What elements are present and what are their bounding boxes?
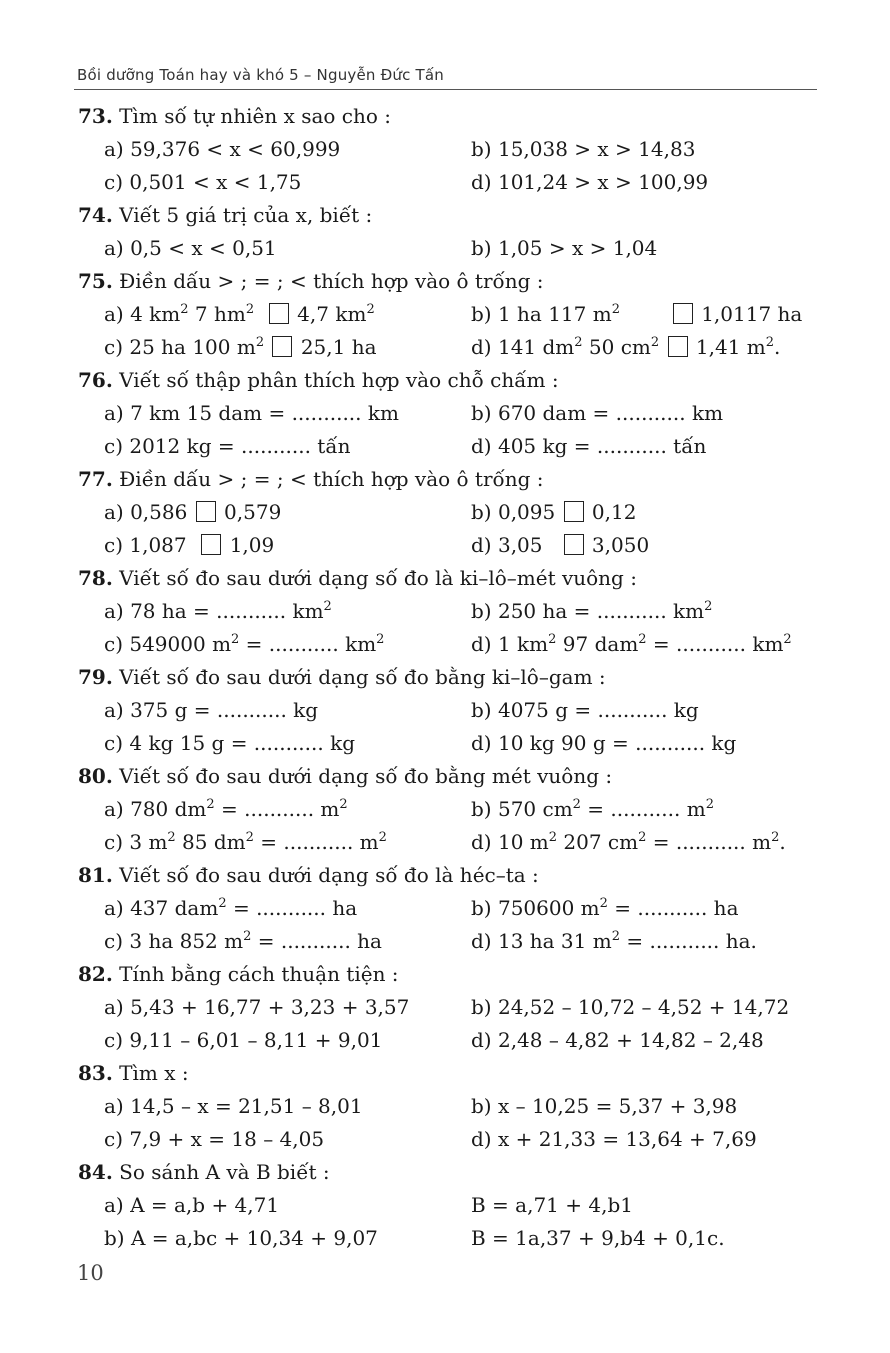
problem-number: 73. <box>78 104 113 128</box>
problem-row <box>78 166 808 199</box>
sub-question <box>104 1189 279 1222</box>
superscript: 2 <box>548 632 557 647</box>
sub-question <box>471 166 708 199</box>
text-segment: a) 4 km <box>104 302 181 326</box>
superscript: 2 <box>548 830 558 845</box>
text-segment: = ........... ha <box>251 929 382 953</box>
text-segment: a) 7 km 15 dam = ........... km <box>104 401 399 425</box>
text-segment: = ........... km <box>239 632 377 656</box>
sub-question <box>104 925 382 958</box>
sub-question <box>471 298 802 331</box>
sub-question <box>471 727 736 760</box>
exercise-list <box>78 100 808 1255</box>
problem-row <box>78 232 808 265</box>
answer-box[interactable] <box>201 534 221 555</box>
problem-row <box>78 1123 808 1156</box>
problem-number: 79. <box>78 665 113 689</box>
text-segment: c) 0,501 < x < 1,75 <box>104 170 302 194</box>
text-segment: 1,09 <box>223 533 275 557</box>
problem-statement: Viết số đo sau dưới dạng số đo là héc–ta : <box>112 863 539 887</box>
problem-statement: Điền dấu > ; = ; < thích hợp vào ô trống : <box>112 467 544 491</box>
problem-row <box>78 1189 808 1222</box>
sub-question <box>471 1024 764 1057</box>
text-segment: d) 13 ha 31 m <box>471 929 612 953</box>
problem-82 <box>78 958 808 1057</box>
superscript: 2 <box>339 797 348 812</box>
text-segment: = ........... ha. <box>619 929 757 953</box>
text-segment: = ........... ha <box>607 896 739 920</box>
text-segment: a) 0,586 <box>104 500 194 524</box>
sub-question <box>471 133 695 166</box>
text-segment: 7 hm <box>188 302 246 326</box>
answer-box[interactable] <box>668 336 688 357</box>
problem-row <box>78 595 808 628</box>
problem-number: 82. <box>78 962 113 986</box>
problem-number: 83. <box>78 1061 113 1085</box>
superscript: 2 <box>765 335 775 350</box>
text-segment: a) 14,5 – x = 21,51 – 8,01 <box>104 1094 363 1118</box>
problem-row <box>78 892 808 925</box>
sub-question <box>471 628 792 661</box>
text-segment: 0,12 <box>585 500 637 524</box>
superscript: 2 <box>323 599 332 614</box>
text-segment: b) 570 cm <box>471 797 573 821</box>
superscript: 2 <box>611 929 620 944</box>
sub-question <box>471 595 712 628</box>
text-segment: c) 3 ha 852 m <box>104 929 244 953</box>
text-segment: a) 59,376 < x < 60,999 <box>104 137 341 161</box>
superscript: 2 <box>704 599 713 614</box>
problem-row <box>78 1024 808 1057</box>
text-segment: d) 10 m <box>471 830 549 854</box>
problem-title <box>78 265 808 298</box>
answer-box[interactable] <box>564 534 584 555</box>
superscript: 2 <box>611 302 620 317</box>
text-segment: b) 4075 g = ........... kg <box>471 698 699 722</box>
sub-question <box>104 298 375 331</box>
problem-title <box>78 1156 808 1189</box>
superscript: 2 <box>231 632 240 647</box>
text-segment: a) A = a,b + 4,71 <box>104 1193 280 1217</box>
text-segment: B = a,71 + 4,b1 <box>471 1193 633 1217</box>
problem-title <box>78 859 808 892</box>
text-segment: d) x + 21,33 = 13,64 + 7,69 <box>471 1127 757 1151</box>
problem-75 <box>78 265 808 364</box>
sub-question <box>104 628 384 661</box>
problem-number: 78. <box>78 566 113 590</box>
text-segment: b) A = a,bc + 10,34 + 9,07 <box>104 1226 378 1250</box>
sub-question <box>104 991 409 1024</box>
text-segment: = ........... m <box>253 830 379 854</box>
text-segment: a) 780 dm <box>104 797 207 821</box>
problem-title <box>78 661 808 694</box>
superscript: 2 <box>243 929 252 944</box>
text-segment: c) 2012 kg = ........... tấn <box>104 434 351 458</box>
problem-78 <box>78 562 808 661</box>
problem-title <box>78 364 808 397</box>
sub-question <box>104 133 340 166</box>
problem-row <box>78 1222 808 1255</box>
text-segment: c) 9,11 – 6,01 – 8,11 + 9,01 <box>104 1028 383 1052</box>
problem-title <box>78 1057 808 1090</box>
header-rule <box>74 89 817 90</box>
problem-74 <box>78 199 808 265</box>
text-segment: b) 670 dam = ........... km <box>471 401 724 425</box>
superscript: 2 <box>572 797 581 812</box>
problem-row <box>78 727 808 760</box>
problem-number: 81. <box>78 863 113 887</box>
text-segment: b) x – 10,25 = 5,37 + 3,98 <box>471 1094 738 1118</box>
superscript: 2 <box>638 632 647 647</box>
sub-question <box>471 1189 633 1222</box>
text-segment: b) 1 ha 117 m <box>471 302 612 326</box>
sub-question <box>471 331 780 364</box>
answer-box[interactable] <box>196 501 216 522</box>
problem-84 <box>78 1156 808 1255</box>
problem-76 <box>78 364 808 463</box>
text-segment: 3,050 <box>585 533 650 557</box>
problem-statement: So sánh A và B biết : <box>112 1160 330 1184</box>
text-segment: = ........... m <box>580 797 706 821</box>
text-segment: 1,0117 ha <box>694 302 803 326</box>
text-segment: = ........... m <box>646 830 772 854</box>
text-segment: = ........... m <box>214 797 340 821</box>
problem-statement: Tìm số tự nhiên x sao cho : <box>112 104 392 128</box>
sub-question <box>104 595 332 628</box>
text-segment: c) 549000 m <box>104 632 232 656</box>
problem-statement: Tìm x : <box>112 1061 189 1085</box>
superscript: 2 <box>376 632 385 647</box>
sub-question <box>104 892 357 925</box>
problem-number: 74. <box>78 203 113 227</box>
text-segment: d) 3,05 <box>471 533 562 557</box>
sub-question <box>104 166 301 199</box>
text-segment: d) 405 kg = ........... tấn <box>471 434 707 458</box>
superscript: 2 <box>245 302 255 317</box>
problem-row <box>78 397 808 430</box>
sub-question <box>471 793 714 826</box>
superscript: 2 <box>218 896 227 911</box>
superscript: 2 <box>245 830 254 845</box>
text-segment: d) 10 kg 90 g = ........... kg <box>471 731 737 755</box>
superscript: 2 <box>705 797 714 812</box>
text-segment: 207 cm <box>557 830 639 854</box>
problem-row <box>78 529 808 562</box>
text-segment: c) 25 ha 100 m <box>104 335 256 359</box>
sub-question <box>104 1090 363 1123</box>
superscript: 2 <box>255 335 265 350</box>
sub-question <box>104 727 355 760</box>
answer-box[interactable] <box>269 303 289 324</box>
text-segment: 97 dam <box>556 632 639 656</box>
text-segment: a) 437 dam <box>104 896 219 920</box>
problem-statement: Viết số đo sau dưới dạng số đo bằng mét vuông : <box>112 764 613 788</box>
text-segment <box>264 335 270 359</box>
text-segment: = ........... ha <box>226 896 358 920</box>
text-segment: b) 15,038 > x > 14,83 <box>471 137 696 161</box>
text-segment: 25,1 ha <box>294 335 377 359</box>
sub-question <box>471 925 757 958</box>
problem-title <box>78 100 808 133</box>
problem-number: 80. <box>78 764 113 788</box>
problem-statement: Tính bằng cách thuận tiện : <box>112 962 399 986</box>
text-segment: c) 4 kg 15 g = ........... kg <box>104 731 356 755</box>
sub-question <box>104 1123 324 1156</box>
problem-number: 84. <box>78 1160 113 1184</box>
problem-title <box>78 463 808 496</box>
sub-question <box>104 529 274 562</box>
sub-question <box>104 793 348 826</box>
text-segment: b) 0,095 <box>471 500 562 524</box>
problem-row <box>78 430 808 463</box>
problem-83 <box>78 1057 808 1156</box>
text-segment: d) 1 km <box>471 632 549 656</box>
superscript: 2 <box>167 830 176 845</box>
superscript: 2 <box>650 335 660 350</box>
text-segment: b) 1,05 > x > 1,04 <box>471 236 658 260</box>
text-segment: 4,7 km <box>290 302 367 326</box>
problem-row <box>78 991 808 1024</box>
text-segment: d) 141 dm <box>471 335 575 359</box>
text-segment: b) 750600 m <box>471 896 600 920</box>
text-segment: a) 78 ha = ........... km <box>104 599 324 623</box>
answer-box[interactable] <box>564 501 584 522</box>
problem-81 <box>78 859 808 958</box>
superscript: 2 <box>771 830 780 845</box>
text-segment: a) 0,5 < x < 0,51 <box>104 236 277 260</box>
text-segment: 1,41 m <box>689 335 766 359</box>
problem-79 <box>78 661 808 760</box>
problem-number: 75. <box>78 269 113 293</box>
sub-question <box>471 496 636 529</box>
problem-statement: Viết số đo sau dưới dạng số đo bằng ki–lô–gam : <box>112 665 606 689</box>
text-segment: a) 5,43 + 16,77 + 3,23 + 3,57 <box>104 995 410 1019</box>
text-segment: 0,579 <box>217 500 282 524</box>
problem-statement: Viết số thập phân thích hợp vào chỗ chấm : <box>112 368 559 392</box>
text-segment <box>659 335 665 359</box>
text-segment: a) 375 g = ........... kg <box>104 698 319 722</box>
text-segment: b) 24,52 – 10,72 – 4,52 + 14,72 <box>471 995 790 1019</box>
text-segment: c) 7,9 + x = 18 – 4,05 <box>104 1127 325 1151</box>
problem-row <box>78 496 808 529</box>
problem-statement: Viết 5 giá trị của x, biết : <box>112 203 373 227</box>
problem-row <box>78 826 808 859</box>
superscript: 2 <box>574 335 583 350</box>
sub-question <box>104 826 387 859</box>
problem-row <box>78 331 808 364</box>
text-segment <box>620 302 671 326</box>
text-segment: d) 101,24 > x > 100,99 <box>471 170 709 194</box>
problem-statement: Viết số đo sau dưới dạng số đo là ki–lô–mét vuông : <box>112 566 637 590</box>
page-number: 10 <box>77 1261 104 1285</box>
text-segment: d) 2,48 – 4,82 + 14,82 – 2,48 <box>471 1028 764 1052</box>
text-segment: 85 dm <box>175 830 246 854</box>
text-segment: = ........... km <box>646 632 784 656</box>
sub-question <box>104 331 377 364</box>
text-segment: b) 250 ha = ........... km <box>471 599 705 623</box>
sub-question <box>104 694 318 727</box>
text-segment: . <box>779 830 786 854</box>
sub-question <box>104 397 399 430</box>
sub-question <box>471 397 723 430</box>
sub-question <box>471 430 706 463</box>
problem-row <box>78 793 808 826</box>
sub-question <box>471 991 789 1024</box>
superscript: 2 <box>638 830 647 845</box>
text-segment: B = 1a,37 + 9,b4 + 0,1c. <box>471 1226 725 1250</box>
problem-title <box>78 958 808 991</box>
sub-question <box>471 694 699 727</box>
sub-question <box>471 1222 725 1255</box>
problem-statement: Điền dấu > ; = ; < thích hợp vào ô trống : <box>112 269 544 293</box>
problem-number: 76. <box>78 368 113 392</box>
problem-row <box>78 1090 808 1123</box>
problem-row <box>78 298 808 331</box>
problem-80 <box>78 760 808 859</box>
problem-row <box>78 925 808 958</box>
sub-question <box>104 232 277 265</box>
problem-77 <box>78 463 808 562</box>
superscript: 2 <box>180 302 189 317</box>
sub-question <box>104 430 350 463</box>
problem-row <box>78 628 808 661</box>
superscript: 2 <box>783 632 792 647</box>
problem-number: 77. <box>78 467 113 491</box>
problem-title <box>78 760 808 793</box>
superscript: 2 <box>206 797 215 812</box>
sub-question <box>471 892 739 925</box>
sub-question <box>104 1024 382 1057</box>
answer-box[interactable] <box>673 303 693 324</box>
sub-question <box>471 826 786 859</box>
running-head: Bồi dưỡng Toán hay và khó 5 – Nguyễn Đức Tấn <box>77 66 444 84</box>
superscript: 2 <box>599 896 608 911</box>
problem-title <box>78 199 808 232</box>
text-segment: . <box>774 335 781 359</box>
problem-title <box>78 562 808 595</box>
sub-question <box>471 232 657 265</box>
sub-question <box>471 1123 757 1156</box>
text-segment: 50 cm <box>582 335 651 359</box>
problem-row <box>78 694 808 727</box>
text-segment: c) 3 m <box>104 830 168 854</box>
problem-row <box>78 133 808 166</box>
superscript: 2 <box>366 302 375 317</box>
superscript: 2 <box>378 830 387 845</box>
answer-box[interactable] <box>272 336 292 357</box>
problem-73 <box>78 100 808 199</box>
sub-question <box>104 1222 378 1255</box>
text-segment: c) 1,087 <box>104 533 200 557</box>
text-segment <box>254 302 267 326</box>
sub-question <box>471 1090 737 1123</box>
sub-question <box>471 529 649 562</box>
sub-question <box>104 496 281 529</box>
